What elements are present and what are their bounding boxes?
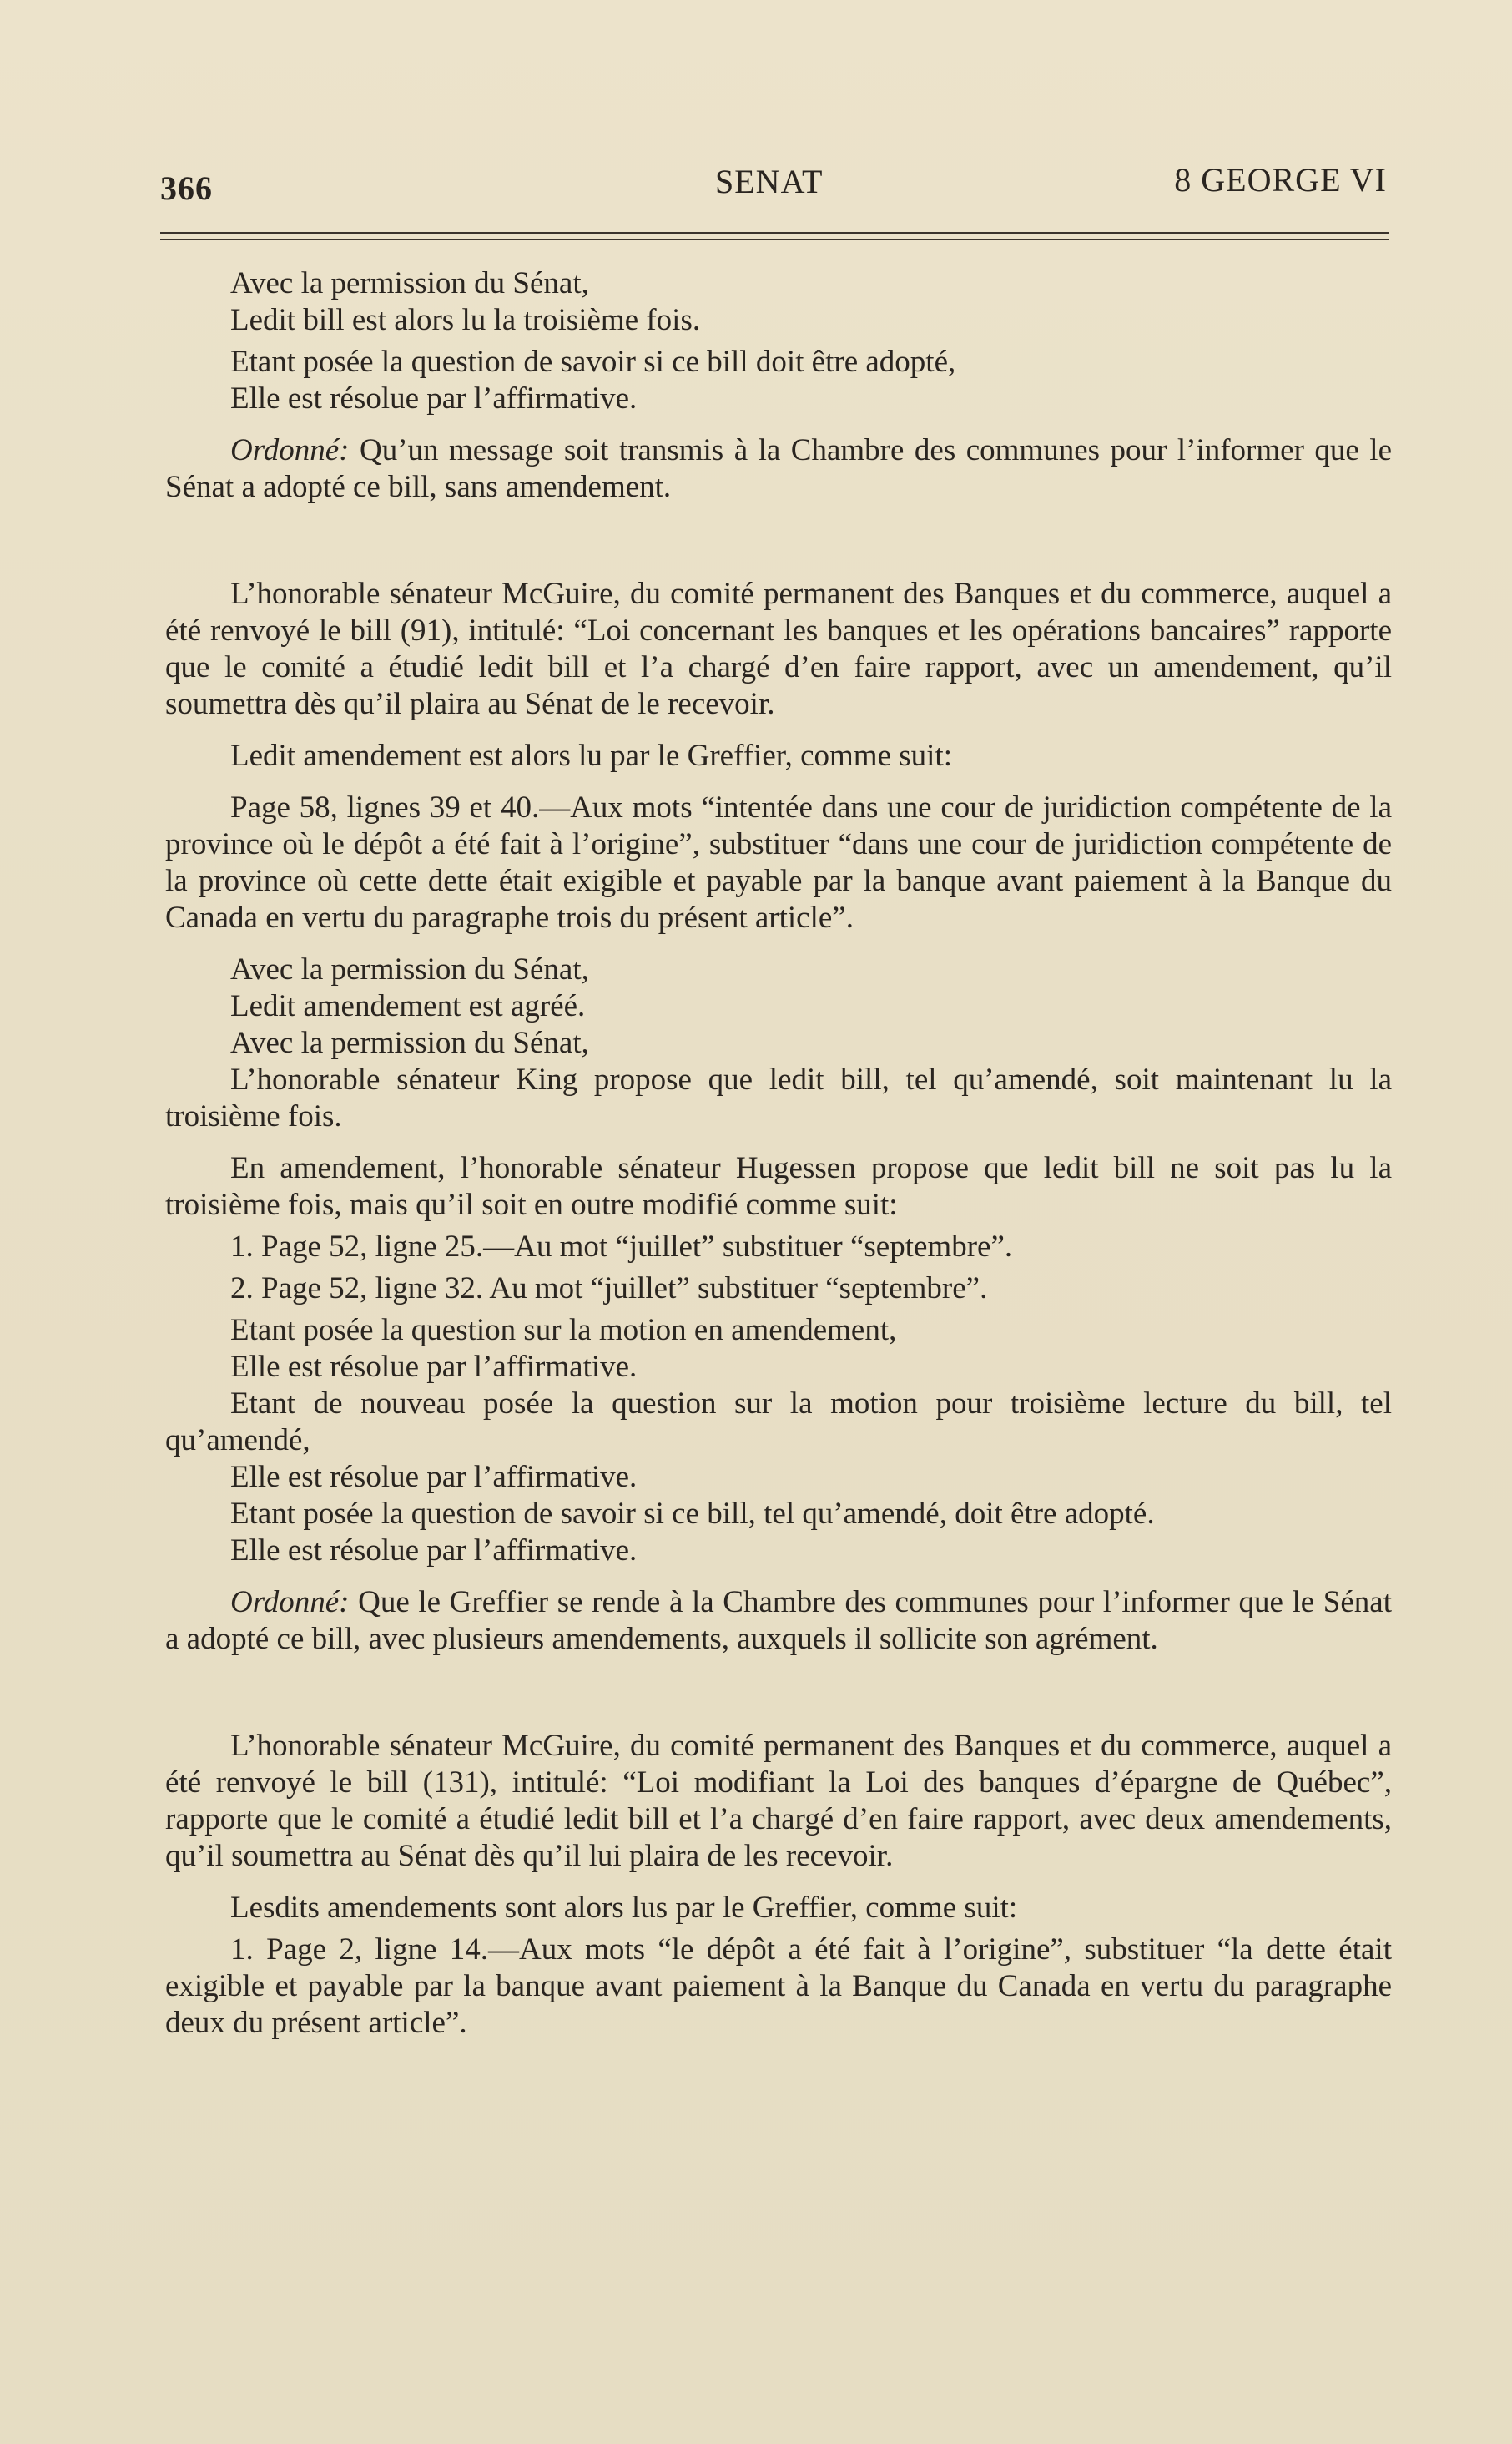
paragraph: Lesdits amendements sont alors lus par le Greffier, comme suit: [230, 1891, 1018, 1925]
paragraph: Etant posée la question de savoir si ce bill, tel qu’amendé, doit être adopté. [230, 1497, 1155, 1531]
paragraph: Ledit bill est alors lu la troisième fois. [230, 303, 701, 337]
paragraph: Elle est résolue par l’affirmative. [230, 1460, 638, 1494]
paragraph: Etant de nouveau posée la question sur la motion pour troisième lecture du bill, tel qu’amendé, [165, 1386, 1392, 1457]
order-text: Que le Greffier se rende à la Chambre des communes pour l’informer que le Sénat a adopté ce bill, avec plusieurs amendements, auxquels il sollicite son agrément. [165, 1585, 1392, 1656]
paragraph: L’honorable sénateur King propose que ledit bill, tel qu’amendé, soit maintenant lu la troisième fois. [165, 1063, 1392, 1134]
order-label: Ordonné: [230, 1585, 350, 1619]
paragraph: L’honorable sénateur McGuire, du comité permanent des Banques et du commerce, auquel a été renvoyé le bill (91), intitulé: “Loi concernant les banques et les opérations bancaires” rapporte que le comité a étudié ledit bill et l’a chargé d’en faire rapport, avec un amendement, qu’il soumettra dès qu’il plaira au Sénat de le recevoir. [165, 577, 1392, 721]
list-item: 1. Page 52, ligne 25.—Au mot “juillet” substituer “septembre”. [230, 1230, 1013, 1264]
running-title: SENAT [715, 163, 824, 200]
list-item: 1. Page 2, ligne 14.—Aux mots “le dépôt a été fait à l’origine”, substituer “la dette était exigible et payable par la banque avant paiement à la Banque du Canada en vertu du paragraphe deux du présent article”. [165, 1932, 1392, 2040]
paragraph: Avec la permission du Sénat, [230, 266, 589, 300]
paragraph: Avec la permission du Sénat, [230, 952, 589, 987]
order-text: Qu’un message soit transmis à la Chambre des communes pour l’informer que le Sénat a adopté ce bill, sans amendement. [165, 433, 1392, 504]
paragraph: Ledit amendement est agréé. [230, 989, 586, 1023]
paragraph: Etant posée la question de savoir si ce bill doit être adopté, [230, 345, 956, 379]
paragraph: Ledit amendement est alors lu par le Greffier, comme suit: [230, 739, 952, 773]
paragraph: Elle est résolue par l’affirmative. [230, 381, 638, 416]
order-label: Ordonné: [230, 433, 350, 467]
list-item: 2. Page 52, ligne 32. Au mot “juillet” substituer “septembre”. [230, 1271, 988, 1305]
paragraph: Etant posée la question sur la motion en amendement, [230, 1313, 897, 1347]
page-number: 366 [160, 169, 213, 207]
paragraph: Page 58, lignes 39 et 40.—Aux mots “intentée dans une cour de juridiction compétente de la province où le dépôt a été fait à l’origine”, substituer “dans une cour de juridiction compétente de la province où cette dette était exigible et payable par la banque avant paiement à la Banque du Canada en vertu du paragraphe trois du présent article”. [165, 790, 1392, 935]
paragraph: Elle est résolue par l’affirmative. [230, 1533, 638, 1568]
paragraph: Avec la permission du Sénat, [230, 1026, 589, 1060]
body-text [165, 265, 1392, 2042]
paragraph: L’honorable sénateur McGuire, du comité permanent des Banques et du commerce, auquel a été renvoyé le bill (131), intitulé: “Loi modifiant la Loi des banques d’épargne de Québec”, rapporte que le comité a étudié ledit bill et l’a chargé d’en faire rapport, avec deux amendements, qu’il soumettra au Sénat dès qu’il lui plaira de les recevoir. [165, 1729, 1392, 1873]
paragraph: Elle est résolue par l’affirmative. [230, 1350, 638, 1384]
header-rule-top [160, 232, 1389, 234]
header-rule-bottom [160, 239, 1389, 240]
reign-label: 8 GEORGE VI [1174, 161, 1387, 199]
page-header [160, 159, 1387, 209]
order-paragraph [165, 432, 1392, 506]
order-paragraph [165, 1584, 1392, 1658]
paragraph: En amendement, l’honorable sénateur Hugessen propose que ledit bill ne soit pas lu la troisième fois, mais qu’il soit en outre modifié comme suit: [165, 1151, 1392, 1222]
